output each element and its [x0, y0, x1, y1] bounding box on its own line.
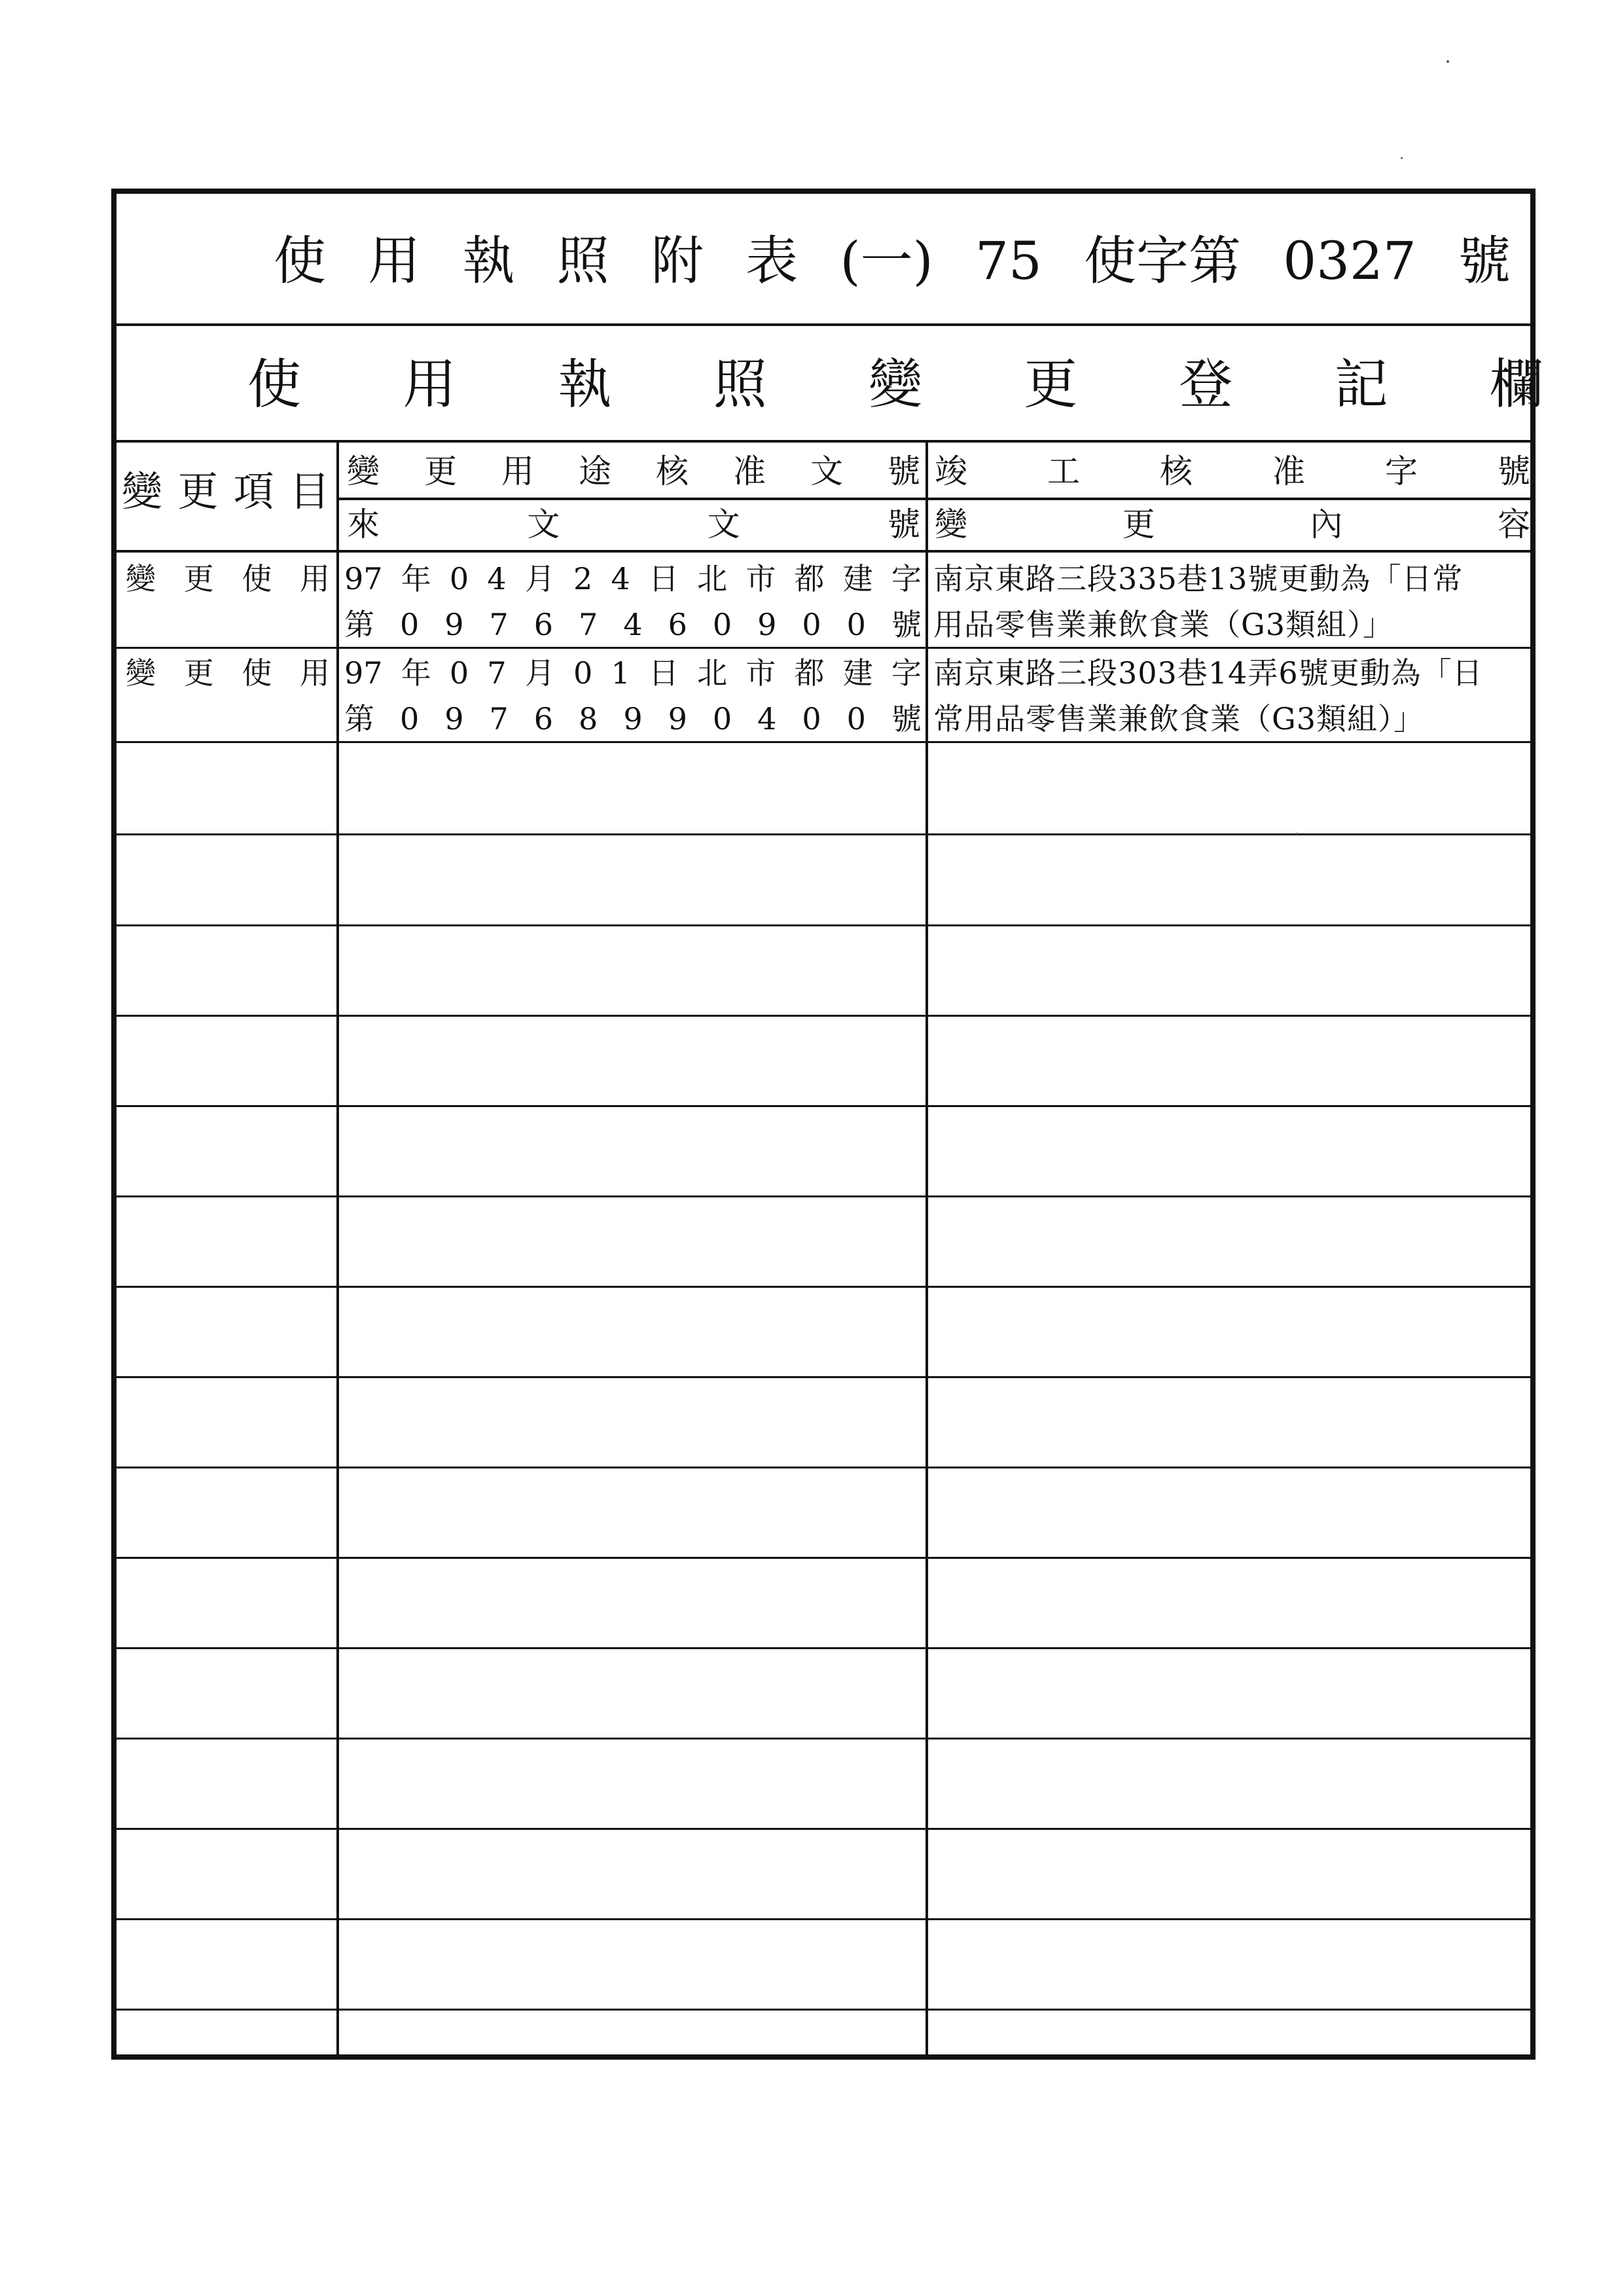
header-completion-number: 竣 工 核 准 字 號	[935, 452, 1530, 490]
row2-approval-line1: 97 年 0 7 月 0 1 日 北 市 都 建 字	[344, 655, 922, 691]
header-incoming-document: 來 文 文 號	[347, 505, 920, 543]
empty-row-line	[117, 924, 1530, 926]
form-frame	[111, 189, 1543, 2060]
empty-row-line	[117, 1195, 1530, 1197]
row1-approval-line1: 97 年 0 4 月 2 4 日 北 市 都 建 字	[344, 561, 922, 596]
empty-row-line	[117, 1467, 1530, 1468]
scan-speck	[1401, 157, 1403, 159]
column-divider-2	[926, 440, 928, 2054]
empty-row-line	[117, 833, 1530, 835]
row2-content-line1: 南京東路三段303巷14弄6號更動為「日	[933, 655, 1483, 691]
row1-content-line2: 用品零售業兼飲食業（G3類組）」	[933, 607, 1394, 642]
attachment-title: 使 用 執 照 附 表 (一) 75 使字第 0327 號	[274, 230, 1511, 291]
header-change-content: 變 更 內 容	[935, 505, 1530, 543]
scan-speck	[1447, 60, 1449, 63]
header-bottom-border	[117, 550, 1530, 553]
row1-change-item: 變 更 使 用	[126, 561, 330, 596]
empty-row-line	[117, 1738, 1530, 1740]
row1-approval-line2: 第 0 9 7 6 7 4 6 0 9 0 0 號	[344, 607, 922, 642]
empty-row-line	[117, 1015, 1530, 1017]
register-title: 使 用 執 照 變 更 登 記 欄	[247, 354, 1543, 416]
column-divider-1	[336, 440, 339, 2054]
empty-row-line	[117, 1557, 1530, 1559]
empty-row-line	[117, 1647, 1530, 1649]
row2-content-line2: 常用品零售業兼飲食業（G3類組）」	[933, 701, 1425, 737]
empty-row-line	[117, 1105, 1530, 1107]
row2-change-item: 變 更 使 用	[126, 655, 330, 691]
table-top-border	[117, 440, 1530, 443]
empty-row-line	[117, 1918, 1530, 1920]
empty-row-line	[117, 2009, 1530, 2011]
title-divider	[117, 323, 1530, 326]
header-subdivider	[336, 498, 1536, 500]
empty-row-line	[117, 1828, 1530, 1830]
scan-speck	[1296, 833, 1298, 835]
row2-approval-line2: 第 0 9 7 6 8 9 9 0 4 0 0 號	[344, 701, 922, 737]
empty-row-line	[117, 1286, 1530, 1288]
header-approval-number: 變 更 用 途 核 准 文 號	[347, 452, 920, 490]
row1-content-line1: 南京東路三段335巷13號更動為「日常	[933, 561, 1464, 596]
row2-bottom-border	[117, 741, 1530, 743]
row1-bottom-border	[117, 647, 1530, 649]
empty-row-line	[117, 1376, 1530, 1378]
header-change-item: 變 更 項 目	[122, 467, 330, 515]
